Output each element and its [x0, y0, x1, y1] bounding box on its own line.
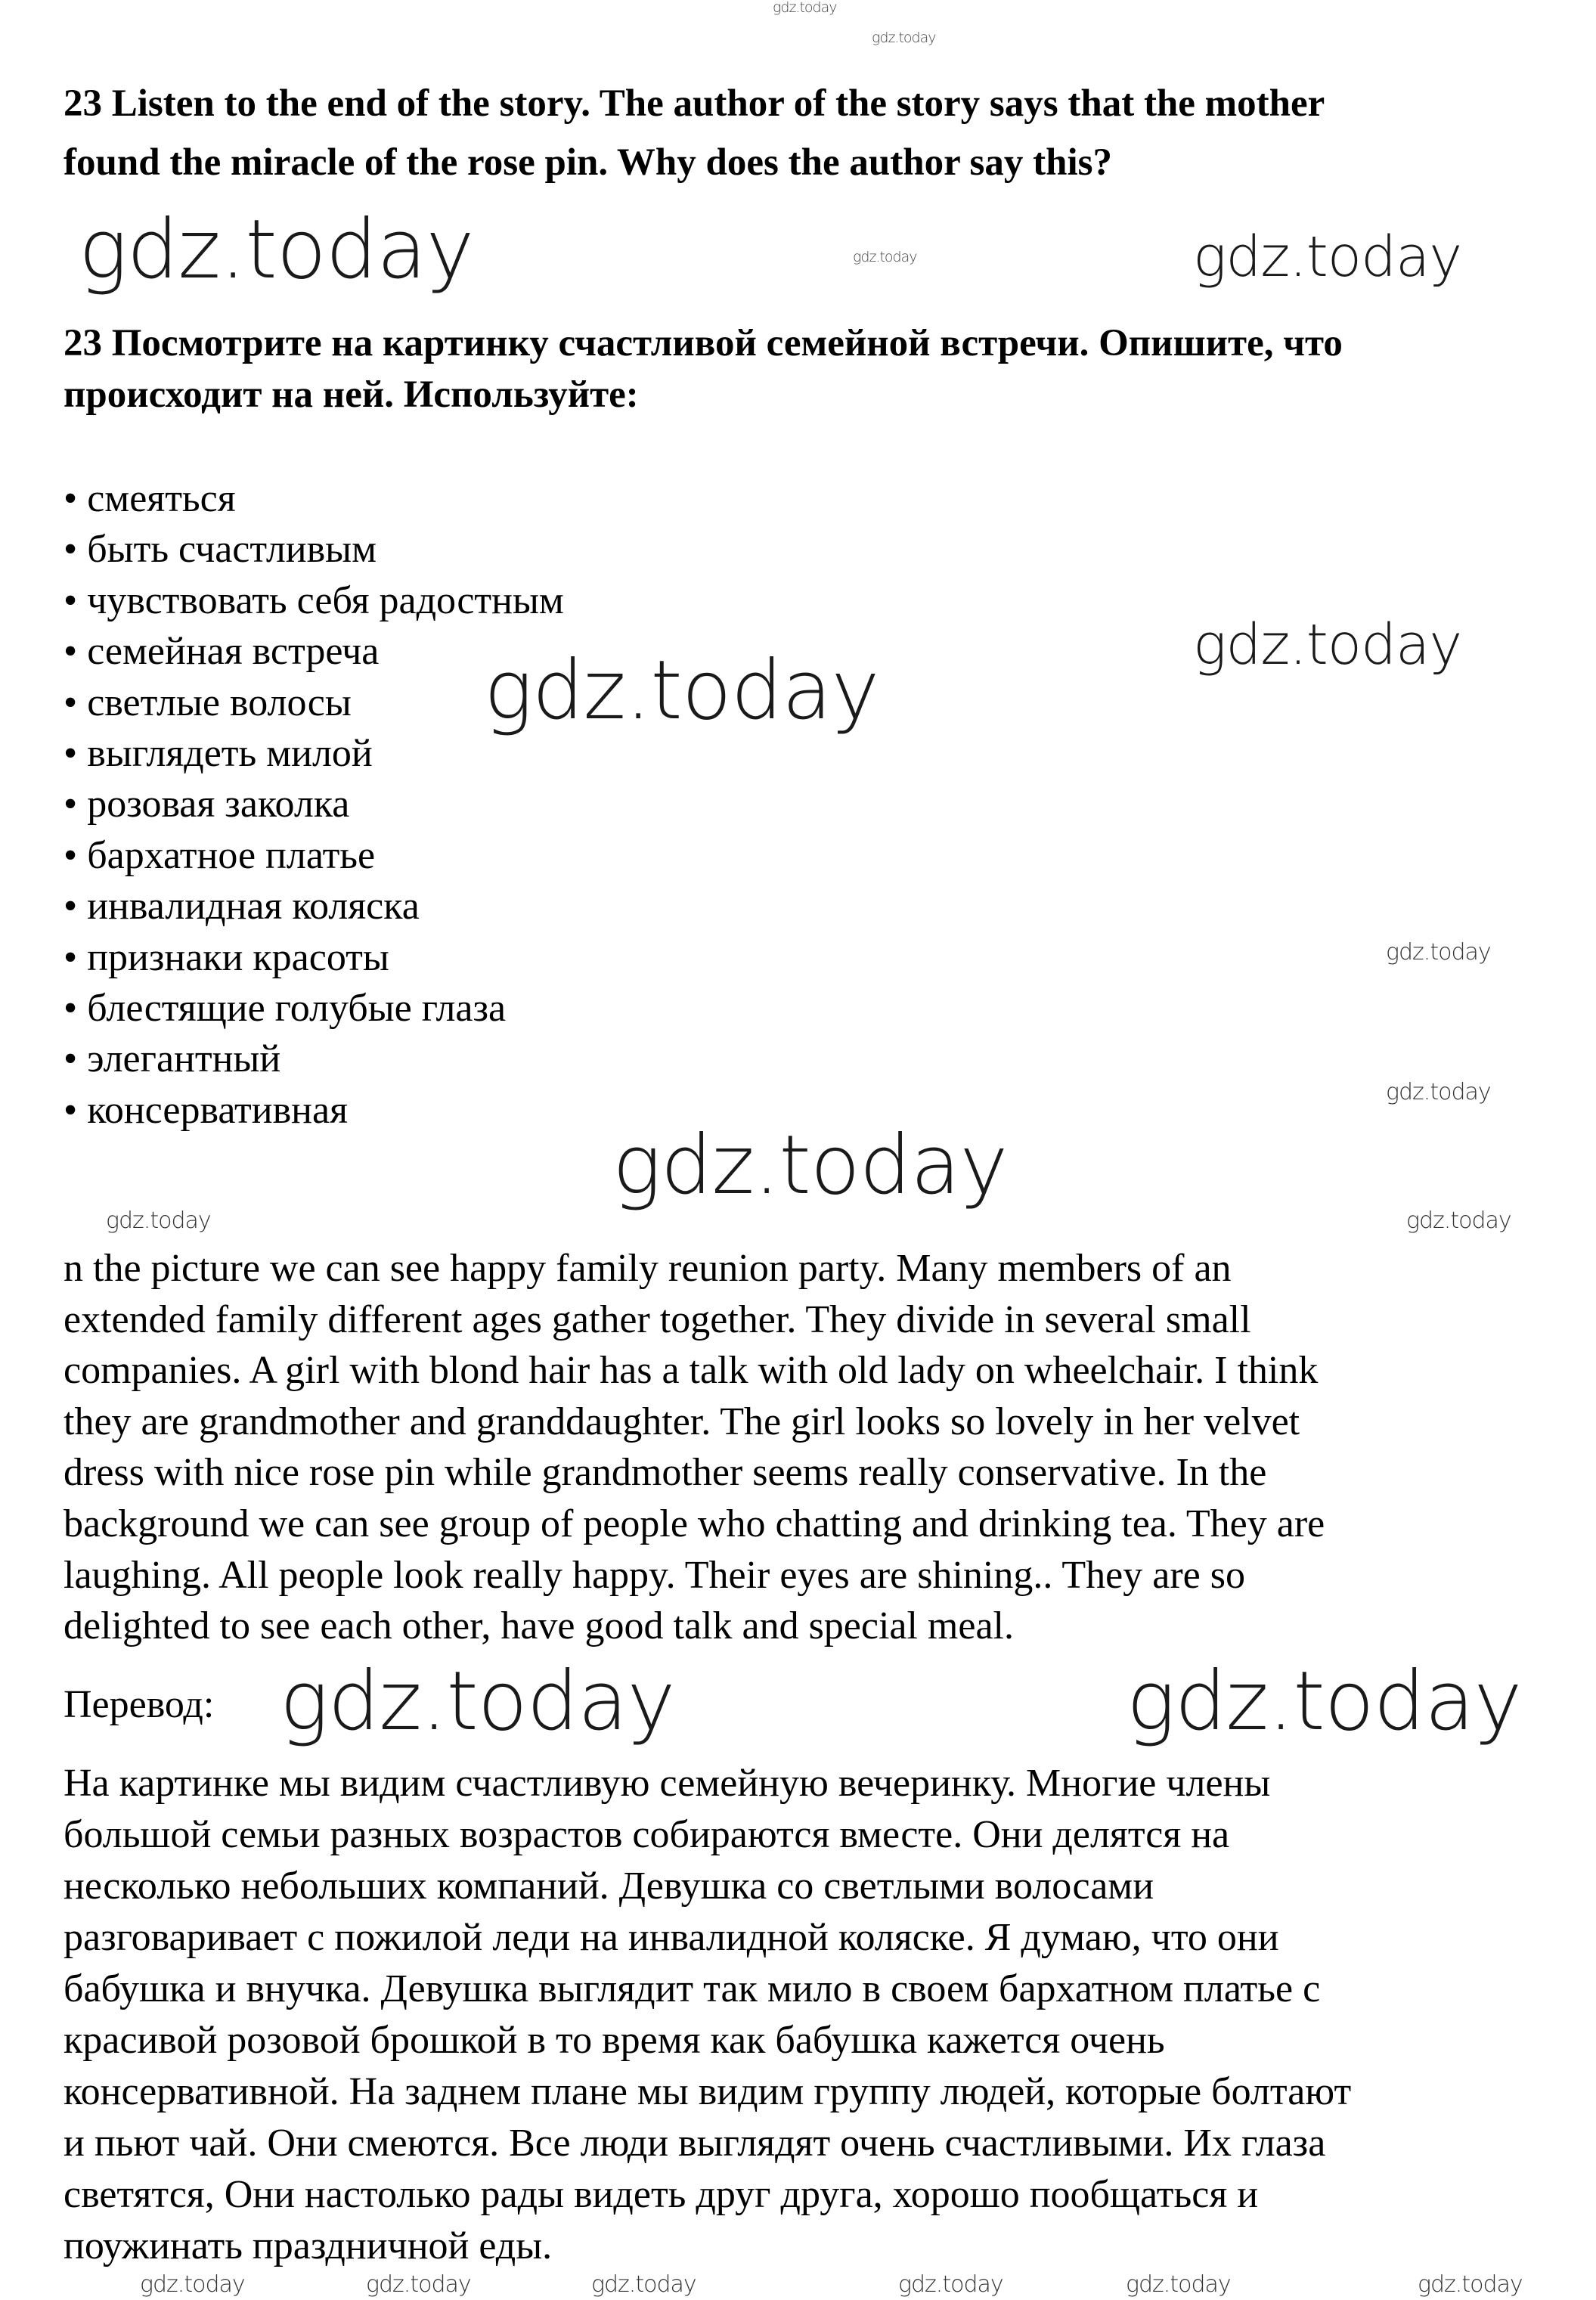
watermark: gdz.today [366, 2271, 471, 2298]
list-item: • признаки красоты [64, 935, 389, 979]
watermark: gdz.today [1126, 2271, 1231, 2298]
paragraph-line: разговаривает с пожилой леди на инвалидной коляске. Я думаю, что они [64, 1916, 1279, 1959]
answer-russian [64, 1758, 1351, 2272]
heading-line: 23 Посмотрите на картинку счастливой семейной встречи. Опишите, что [64, 322, 1343, 364]
list-item: • блестящие голубые глаза [64, 987, 507, 1031]
paragraph-line: консервативной. На заднем плане мы видим группу людей, которые болтают [64, 2070, 1352, 2113]
watermark: gdz.today [1193, 225, 1462, 290]
list-item: • семейная встреча [64, 630, 380, 674]
watermark: gdz.today [1406, 1207, 1511, 1234]
paragraph-line: большой семьи разных возрастов собираются вместе. Они делятся на [64, 1813, 1230, 1856]
list-item: • инвалидная коляска [64, 885, 420, 928]
watermark: gdz.today [773, 0, 837, 16]
watermark: gdz.today [1418, 2271, 1523, 2298]
watermark: gdz.today [106, 1207, 211, 1234]
task-heading-russian [64, 318, 1343, 420]
list-item: • розовая заколка [64, 783, 350, 826]
watermark: gdz.today [853, 249, 917, 265]
watermark: gdz.today [591, 2271, 696, 2298]
paragraph-line: На картинке мы видим счастливую семейную вечеринку. Многие члены [64, 1762, 1271, 1805]
heading-line: происходит на ней. Используйте: [64, 374, 639, 416]
list-item: • элегантный [64, 1037, 281, 1081]
watermark: gdz.today [1386, 1079, 1491, 1105]
vocabulary-list [64, 473, 564, 1136]
paragraph-line: светятся, Они настолько рады видеть друг друга, хорошо пообщаться и [64, 2173, 1259, 2216]
paragraph-line: бабушка и внучка. Девушка выглядит так мило в своем бархатном платье с [64, 1967, 1321, 2010]
paragraph-line: и пьют чай. Они смеются. Все люди выглядят очень счастливыми. Их глаза [64, 2122, 1326, 2165]
watermark: gdz.today [612, 1118, 1008, 1213]
paragraph-line: delighted to see each other, have good talk and special meal. [64, 1604, 1014, 1648]
list-item: • быть счастливым [64, 528, 377, 572]
watermark: gdz.today [1126, 1654, 1522, 1749]
paragraph-line: they are grandmother and granddaughter. The girl looks so lovely in her velvet [64, 1400, 1300, 1443]
list-item: • светлые волосы [64, 680, 352, 724]
list-item: • чувствовать себя радостным [64, 578, 564, 622]
list-item: • консервативная [64, 1088, 348, 1132]
translation-label: Перевод: [64, 1683, 215, 1726]
paragraph-line: laughing. All people look really happy. Their eyes are shining.. They are so [64, 1553, 1245, 1597]
list-item: • смеяться [64, 477, 236, 520]
paragraph-line: несколько небольших компаний. Девушка со светлыми волосами [64, 1864, 1154, 1908]
answer-english [64, 1243, 1325, 1652]
watermark: gdz.today [898, 2271, 1003, 2298]
paragraph-line: extended family different ages gather together. They divide in several small [64, 1297, 1251, 1341]
watermark: gdz.today [872, 29, 936, 46]
paragraph-line: n the picture we can see happy family reunion party. Many members of an [64, 1247, 1232, 1290]
list-item: • бархатное платье [64, 833, 376, 877]
heading-line: 23 Listen to the end of the story. The author of the story says that the mother [64, 82, 1325, 125]
watermark: gdz.today [1386, 939, 1491, 966]
paragraph-line: dress with nice rose pin while grandmother seems really conservative. In the [64, 1451, 1267, 1495]
paragraph-line: background we can see group of people who chatting and drinking tea. They are [64, 1502, 1325, 1545]
watermark: gdz.today [484, 643, 879, 738]
list-item: • выглядеть милой [64, 732, 373, 776]
task-heading-english [64, 74, 1325, 192]
paragraph-line: красивой розовой брошкой в то время как бабушка кажется очень [64, 2019, 1165, 2062]
watermark: gdz.today [280, 1654, 675, 1749]
watermark: gdz.today [1193, 612, 1462, 677]
watermark: gdz.today [140, 2271, 245, 2298]
paragraph-line: поужинать праздничной еды. [64, 2224, 553, 2267]
paragraph-line: companies. A girl with blond hair has a talk with old lady on wheelchair. I think [64, 1349, 1319, 1393]
heading-line: found the miracle of the rose pin. Why does the author say this? [64, 141, 1113, 184]
watermark: gdz.today [79, 203, 474, 297]
